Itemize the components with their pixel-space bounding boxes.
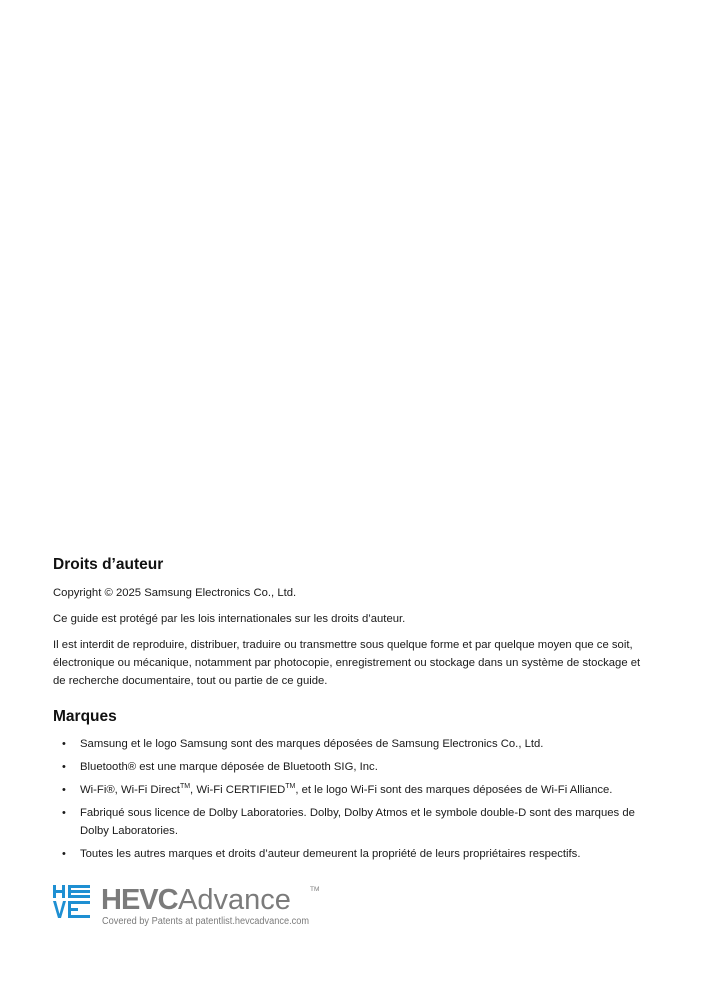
hevc-mark-icon bbox=[53, 885, 90, 918]
trademark-wifi-c: , et le logo Wi-Fi sont des marques déposées de Wi-Fi Alliance. bbox=[295, 784, 613, 796]
trademark-samsung: Samsung et le logo Samsung sont des marques déposées de Samsung Electronics Co., Ltd. bbox=[80, 738, 544, 750]
hevc-brand-light: Advance bbox=[178, 884, 291, 916]
bullet-icon: • bbox=[62, 738, 66, 750]
list-item bbox=[53, 781, 653, 799]
trademark-others: Toutes les autres marques et droits d’auteur demeurent la propriété de leurs propriétaires respectifs. bbox=[80, 848, 581, 860]
copyright-heading: Droits d’auteur bbox=[53, 556, 164, 573]
copyright-line: Copyright © 2025 Samsung Electronics Co., Ltd. bbox=[53, 587, 297, 599]
bullet-icon: • bbox=[62, 784, 66, 796]
bullet-icon: • bbox=[62, 807, 66, 819]
hevc-brand-bold: HEVC bbox=[101, 884, 178, 916]
copyright-protection-text: Ce guide est protégé par les lois internationales sur les droits d’auteur. bbox=[53, 613, 406, 625]
bullet-icon: • bbox=[62, 761, 66, 773]
list-item bbox=[53, 758, 653, 776]
trademarks-list bbox=[53, 735, 653, 863]
hevc-tm: TM bbox=[310, 886, 320, 893]
hevc-tagline: Covered by Patents at patentlist.hevcadvance.com bbox=[102, 916, 309, 927]
trademark-wifi-b: , Wi-Fi CERTIFIED bbox=[190, 784, 286, 796]
trademark-dolby: Fabriqué sous licence de Dolby Laboratories. Dolby, Dolby Atmos et le symbole double-D sont des marques de Dolby Laboratories. bbox=[80, 807, 635, 837]
list-item bbox=[53, 804, 653, 840]
tm-mark: TM bbox=[179, 783, 191, 791]
list-item bbox=[53, 845, 653, 863]
hevc-advance-logo bbox=[52, 882, 342, 930]
trademark-wifi-a: Wi-Fi®, Wi-Fi Direct bbox=[80, 784, 180, 796]
bullet-icon: • bbox=[62, 848, 66, 860]
legal-section bbox=[53, 556, 653, 868]
list-item bbox=[53, 735, 653, 753]
trademarks-heading: Marques bbox=[53, 708, 117, 725]
copyright-restriction-text: Il est interdit de reproduire, distribuer, traduire ou transmettre sous quelque forme et par quelque moyen que ce soit, électronique ou mécanique, notamment par photocopie, enregistrement ou stockage dans un système de stockage et de recherche documentaire, tout ou partie de ce guide. bbox=[53, 639, 641, 687]
tm-mark: TM bbox=[285, 783, 296, 791]
trademark-bluetooth: Bluetooth® est une marque déposée de Bluetooth SIG, Inc. bbox=[80, 761, 378, 773]
